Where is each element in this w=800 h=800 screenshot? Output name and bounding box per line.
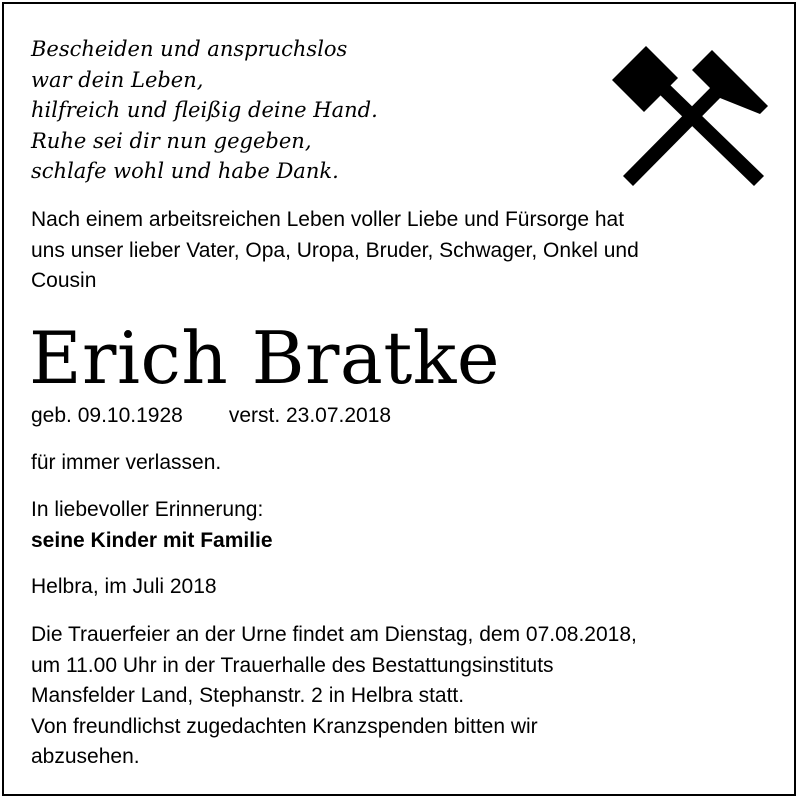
obituary-frame xyxy=(2,2,796,796)
poem-line: hilfreich und fleißig deine Hand. xyxy=(31,98,378,122)
memory-label: In liebevoller Erinnerung: xyxy=(31,498,264,521)
place-date: Helbra, im Juli 2018 xyxy=(31,575,217,598)
intro-line: Cousin xyxy=(31,269,97,292)
funeral-notice xyxy=(31,620,637,773)
intro-line: Nach einem arbeitsreichen Leben voller Liebe und Fürsorge hat xyxy=(31,208,625,231)
deceased-name: Erich Bratke xyxy=(29,316,501,400)
funeral-line: Von freundlichst zugedachten Kranzspenden bitten wir xyxy=(31,714,538,738)
departure-text: für immer verlassen. xyxy=(31,451,222,474)
poem-line: war dein Leben, xyxy=(31,67,204,92)
intro-text xyxy=(31,205,791,297)
poem-line: schlafe wohl und habe Dank. xyxy=(31,159,339,183)
funeral-line: Mansfelder Land, Stephanstr. 2 in Helbra statt. xyxy=(31,684,465,707)
funeral-line: abzusehen. xyxy=(31,745,140,768)
poem xyxy=(31,34,591,187)
death-date: verst. 23.07.2018 xyxy=(228,404,392,427)
birth-date: geb. 09.10.1928 xyxy=(31,404,183,427)
funeral-line: Die Trauerfeier an der Urne findet am Dienstag, dem 07.08.2018, xyxy=(31,623,637,646)
funeral-line: um 11.00 Uhr in der Trauerhalle des Bestattungsinstituts xyxy=(31,653,554,677)
poem-line: Ruhe sei dir nun gegeben, xyxy=(31,128,312,153)
intro-line: uns unser lieber Vater, Opa, Uropa, Bruder, Schwager, Onkel und xyxy=(31,238,639,262)
hammer-and-pick-icon xyxy=(608,40,770,186)
poem-line: Bescheiden und anspruchslos xyxy=(31,37,348,61)
memory-block xyxy=(31,494,273,556)
life-dates xyxy=(31,401,391,431)
family-signature: seine Kinder mit Familie xyxy=(31,529,273,552)
